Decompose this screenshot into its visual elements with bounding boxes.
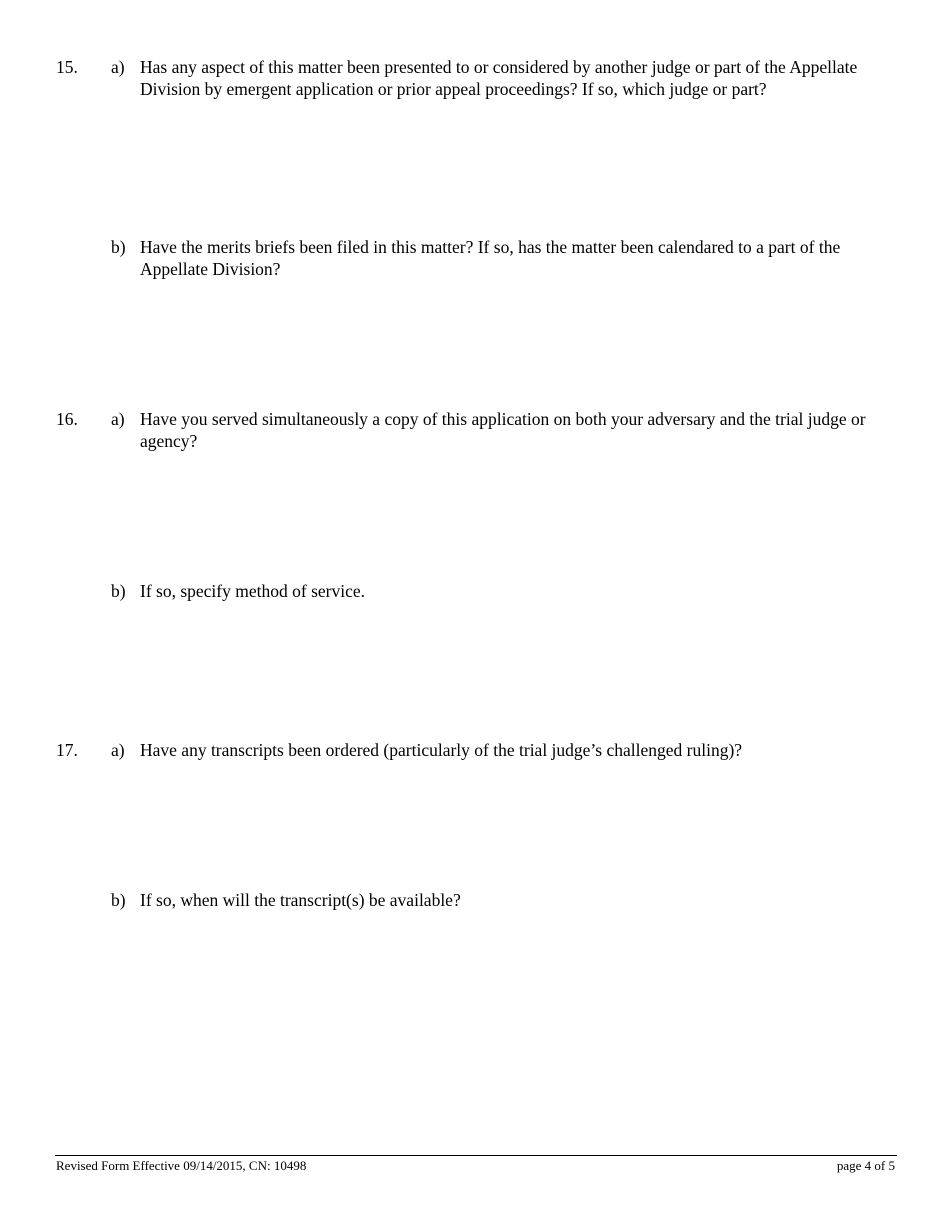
question-part-letter: a) — [111, 57, 125, 77]
question-part-letter: b) — [111, 581, 126, 601]
question-text: Has any aspect of this matter been presented to or considered by another judge or part of the Appellate Division by emergent application or prior appeal proceedings? If so, which judge or part? — [140, 57, 858, 99]
question-number: 16. — [56, 409, 78, 429]
footer-divider — [55, 1155, 897, 1156]
question-text: Have you served simultaneously a copy of this application on both your adversary and the trial judge or agency? — [140, 409, 866, 451]
footer-page-number: page 4 of 5 — [836, 1158, 895, 1173]
question-part-letter: a) — [111, 409, 125, 429]
question-text: If so, specify method of service. — [140, 581, 365, 601]
question-text: If so, when will the transcript(s) be available? — [140, 890, 461, 910]
question-part-letter: b) — [111, 890, 126, 910]
question-part-letter: a) — [111, 740, 125, 760]
footer-form-revision: Revised Form Effective 09/14/2015, CN: 10498 — [56, 1158, 307, 1173]
question-number: 17. — [56, 740, 78, 760]
question-text: Have the merits briefs been filed in this matter? If so, has the matter been calendared to a part of the Appellate Division? — [140, 237, 841, 279]
question-number: 15. — [56, 57, 78, 77]
question-part-letter: b) — [111, 237, 126, 257]
question-text: Have any transcripts been ordered (particularly of the trial judge’s challenged ruling)? — [140, 740, 743, 760]
